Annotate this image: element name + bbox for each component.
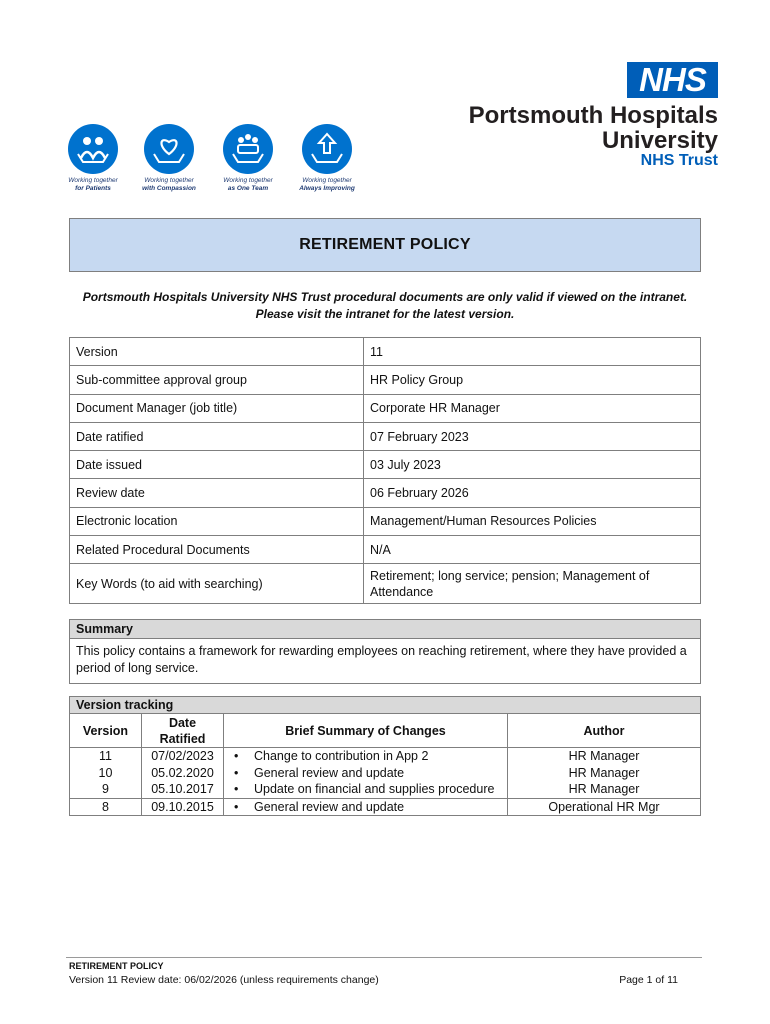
version-author: Operational HR Mgr	[508, 798, 701, 816]
value-top: Working together	[144, 177, 194, 184]
version-summary	[224, 748, 508, 765]
info-value: 06 February 2026	[364, 479, 701, 507]
info-value: Corporate HR Manager	[364, 394, 701, 422]
version-summary	[224, 765, 508, 782]
version-number: 9	[70, 781, 142, 798]
footer-title: RETIREMENT POLICY	[69, 961, 164, 971]
footer-divider	[66, 957, 702, 958]
value-bottom: Always Improving	[299, 184, 355, 192]
version-number: 10	[70, 765, 142, 782]
document-info-table	[69, 337, 701, 604]
footer-version-line: Version 11 Review date: 06/02/2026 (unless requirements change)	[69, 974, 379, 986]
info-row	[70, 394, 701, 422]
version-summary-text: • General review and update	[230, 765, 507, 782]
value-top: Working together	[68, 177, 118, 184]
version-date: 05.02.2020	[142, 765, 224, 782]
info-value: 03 July 2023	[364, 451, 701, 479]
version-row	[70, 765, 701, 782]
version-date: 07/02/2023	[142, 748, 224, 765]
info-label: Electronic location	[70, 507, 364, 535]
document-title-box	[69, 218, 701, 272]
info-label: Version	[70, 338, 364, 366]
version-tracking-heading: Version tracking	[70, 697, 701, 714]
info-value: Management/Human Resources Policies	[364, 507, 701, 535]
col-summary: Brief Summary of Changes	[224, 714, 508, 748]
version-summary-text: • Change to contribution in App 2	[230, 748, 507, 765]
info-row	[70, 366, 701, 394]
trust-values	[58, 124, 368, 194]
patients-icon	[68, 124, 118, 174]
info-row	[70, 338, 701, 366]
notice-line1: Portsmouth Hospitals University NHS Trust procedural documents are only valid if viewed on the intranet.	[82, 290, 688, 304]
version-author: HR Manager	[508, 748, 701, 765]
info-value: HR Policy Group	[364, 366, 701, 394]
info-value: Retirement; long service; pension; Management of Attendance	[364, 564, 701, 604]
value-improving	[292, 124, 362, 192]
value-top: Working together	[302, 177, 352, 184]
version-number: 11	[70, 748, 142, 765]
col-version: Version	[70, 714, 142, 748]
version-date: 09.10.2015	[142, 798, 224, 816]
organisation-name	[469, 103, 718, 153]
info-label: Review date	[70, 479, 364, 507]
version-author: HR Manager	[508, 765, 701, 782]
compassion-heart-icon	[144, 124, 194, 174]
org-trust-label: NHS Trust	[640, 152, 718, 169]
version-summary	[224, 781, 508, 798]
info-label: Date ratified	[70, 422, 364, 450]
version-row	[70, 781, 701, 798]
value-top: Working together	[223, 177, 273, 184]
improving-arrow-icon	[302, 124, 352, 174]
version-tracking-table	[69, 696, 701, 816]
info-label: Sub-committee approval group	[70, 366, 364, 394]
info-label: Document Manager (job title)	[70, 394, 364, 422]
summary-text: This policy contains a framework for rewarding employees on reaching retirement, where they have provided a period of long service.	[76, 644, 687, 675]
page-number: Page 1 of 11	[619, 974, 678, 986]
info-row	[70, 451, 701, 479]
version-summary-text: • Update on financial and supplies procedure	[230, 781, 507, 798]
version-row	[70, 748, 701, 765]
intranet-notice	[60, 289, 710, 323]
info-value: 11	[364, 338, 701, 366]
info-row	[70, 507, 701, 535]
col-date-ratified: Date Ratified	[142, 714, 224, 748]
info-row	[70, 564, 701, 604]
info-value: N/A	[364, 536, 701, 564]
summary-box	[69, 619, 701, 684]
info-row	[70, 422, 701, 450]
org-name-line1: Portsmouth Hospitals	[468, 102, 718, 129]
version-date: 05.10.2017	[142, 781, 224, 798]
value-one-team	[213, 124, 283, 192]
notice-line2: Please visit the intranet for the latest version.	[255, 307, 515, 321]
value-bottom: with Compassion	[142, 184, 196, 192]
col-author: Author	[508, 714, 701, 748]
value-bottom: for Patients	[75, 184, 111, 192]
version-number: 8	[70, 798, 142, 816]
summary-heading: Summary	[70, 620, 700, 639]
nhs-logo: NHS	[627, 62, 718, 98]
value-patients	[58, 124, 128, 192]
info-label: Related Procedural Documents	[70, 536, 364, 564]
info-row	[70, 536, 701, 564]
info-label: Date issued	[70, 451, 364, 479]
document-title: RETIREMENT POLICY	[299, 236, 471, 253]
version-author: HR Manager	[508, 781, 701, 798]
value-bottom: as One Team	[227, 184, 269, 192]
info-value: 07 February 2023	[364, 422, 701, 450]
version-summary	[224, 798, 508, 816]
version-summary-text: • General review and update	[230, 799, 507, 816]
team-icon	[223, 124, 273, 174]
version-row	[70, 798, 701, 816]
value-compassion	[134, 124, 204, 192]
info-row	[70, 479, 701, 507]
info-label: Key Words (to aid with searching)	[70, 564, 364, 604]
org-name-line2: University	[601, 127, 718, 154]
